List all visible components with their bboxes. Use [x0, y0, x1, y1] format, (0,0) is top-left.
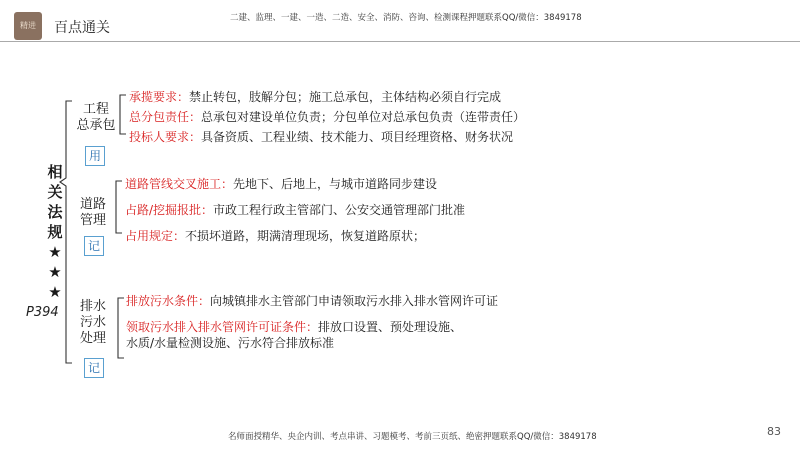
brace-section-1 [120, 95, 126, 134]
tag-remember: 记 [84, 358, 104, 378]
rule-line: 占路/挖掘报批：市政工程行政主管部门、公安交通管理部门批准 [125, 203, 466, 217]
category-drainage-sewage: 排水 污水 处理 [79, 299, 106, 346]
brace-section-2 [116, 181, 122, 233]
brace-section-3 [118, 298, 124, 358]
category-road-management: 道路 管理 [79, 197, 106, 228]
brand-title: 百点通关 [54, 20, 110, 36]
rule-line: 占用规定：不损坏道路，期满清理现场，恢复道路原状； [125, 229, 426, 243]
rule-line: 总分包责任：总承包对建设单位负责；分包单位对总承包负责（连带责任） [129, 110, 526, 124]
category-general-contracting: 工程 总承包 [76, 102, 116, 133]
rule-line: 排放污水条件：向城镇排水主管部门申请领取污水排入排水管网许可证 [126, 294, 499, 308]
rule-line: 水质/水量检测设施、污水符合排放标准 [126, 336, 335, 350]
vertical-title: 相 关 法 规 ★ ★ ★ [47, 163, 63, 301]
rule-line: 承揽要求：禁止转包，肢解分包；施工总承包，主体结构必须自行完成 [129, 90, 502, 104]
tag-use: 用 [85, 146, 105, 166]
rule-line: 领取污水排入排水管网许可证条件：排放口设置、预处理设施、 [126, 320, 463, 334]
page-reference: P394 [26, 305, 59, 320]
tag-remember: 记 [84, 236, 104, 256]
logo-text: 精进 [20, 21, 36, 30]
rule-line: 道路管线交叉施工：先地下、后地上，与城市道路同步建设 [125, 177, 438, 191]
rule-line: 投标人要求：具备资质、工程业绩、技术能力、项目经理资格、财务状况 [129, 130, 514, 144]
header-contact-info: 二建、监理、一建、一造、二造、安全、消防、咨询、检测课程押题联系QQ/微信：3849178 [230, 13, 582, 23]
footer-contact-info: 名师面授精华、央企内训、考点串讲、习题模考、考前三页纸、绝密押题联系QQ/微信：3849178 [228, 432, 597, 442]
page-number: 83 [767, 425, 781, 438]
